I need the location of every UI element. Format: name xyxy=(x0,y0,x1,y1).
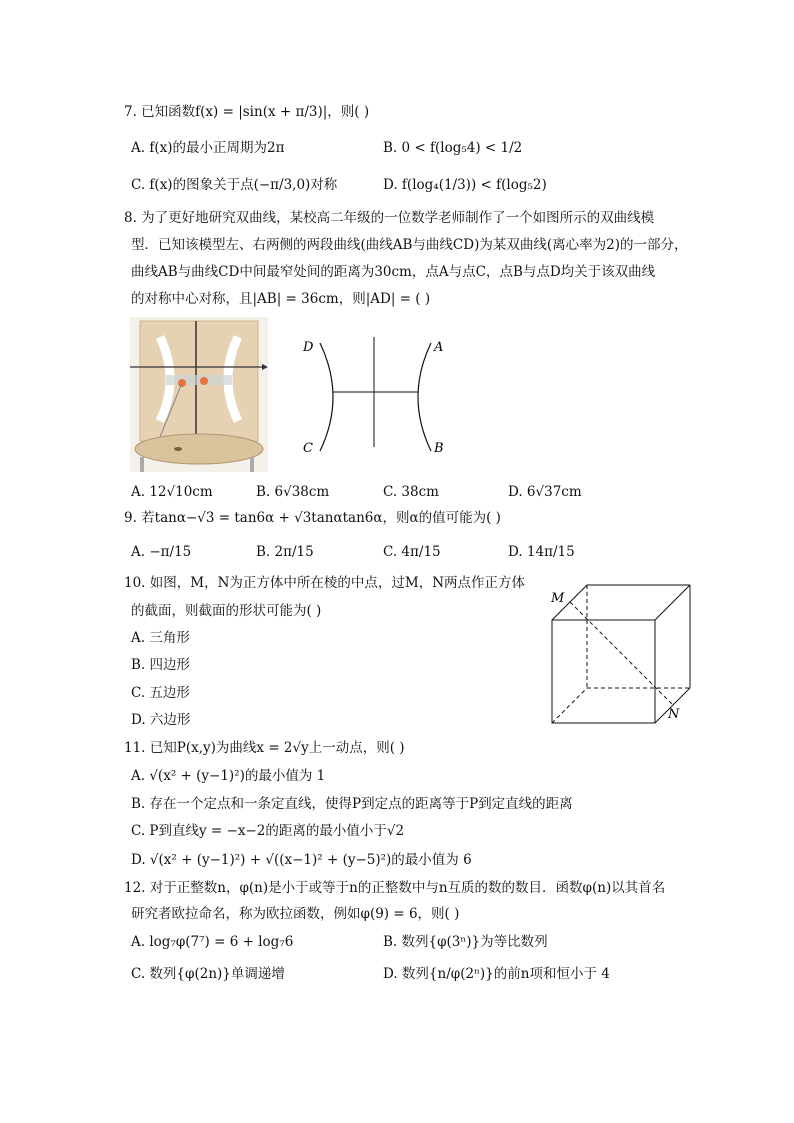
q9-option-c: C. 4π/15 xyxy=(383,544,441,560)
q11-option-a: A. √(x² + (y−1)²)的最小值为 1 xyxy=(131,768,326,784)
q7-option-d: D. f(log₄(1/3)) < f(log₅2) xyxy=(383,177,547,193)
q8-option-d: D. 6√37cm xyxy=(508,484,582,500)
hyperbola-model-photo xyxy=(130,317,268,472)
q8-option-b: B. 6√38cm xyxy=(256,484,330,500)
q11-stem: 11. 已知P(x,y)为曲线x = 2√y上一动点，则( ) xyxy=(124,740,405,756)
q12-stem-line2: 研究者欧拉命名，称为欧拉函数，例如φ(9) = 6，则( ) xyxy=(131,906,460,922)
label-d: D xyxy=(303,340,314,355)
q12-option-b: B. 数列{φ(3ⁿ)}为等比数列 xyxy=(383,934,548,950)
q8-stem-line1: 8. 为了更好地研究双曲线，某校高二年级的一位数学老师制作了一个如图所示的双曲线模 xyxy=(124,210,655,226)
label-n: N xyxy=(668,707,680,722)
q8-stem-line2: 型．已知该模型左、右两侧的两段曲线(曲线AB与曲线CD)为某双曲线(离心率为2)的一部分， xyxy=(131,237,688,253)
q7-option-b: B. 0 < f(log₅4) < 1/2 xyxy=(383,140,523,156)
q10-stem-line2: 的截面，则截面的形状可能为( ) xyxy=(131,603,322,619)
q12-option-c: C. 数列{φ(2n)}单调递增 xyxy=(131,966,285,982)
label-m: M xyxy=(551,591,565,606)
label-b: B xyxy=(434,441,444,456)
q7-option-a: A. f(x)的最小正周期为2π xyxy=(131,140,285,156)
q10-option-d: D. 六边形 xyxy=(131,712,191,728)
label-a: A xyxy=(434,340,444,355)
q10-option-a: A. 三角形 xyxy=(131,630,190,646)
q8-stem-line3: 曲线AB与曲线CD中间最窄处间的距离为30cm，点A与点C，点B与点D均关于该双曲线 xyxy=(131,264,656,280)
q12-option-d: D. 数列{n/φ(2ⁿ)}的前n项和恒小于 4 xyxy=(383,966,610,982)
hyperbola-diagram xyxy=(298,335,458,460)
q9-stem: 9. 若tanα−√3 = tan6α + √3tanαtan6α，则α的值可能为( ) xyxy=(124,510,501,526)
q9-option-a: A. −π/15 xyxy=(131,544,192,560)
q10-option-c: C. 五边形 xyxy=(131,685,190,701)
q11-option-d: D. √(x² + (y−1)²) + √((x−1)² + (y−5)²)的最小值为 6 xyxy=(131,852,472,868)
q7-stem: 7. 已知函数f(x) = |sin(x + π/3)|，则( ) xyxy=(124,104,370,120)
q10-stem-line1: 10. 如图，M，N为正方体中所在棱的中点，过M，N两点作正方体 xyxy=(124,575,526,591)
q9-option-b: B. 2π/15 xyxy=(256,544,314,560)
q8-option-c: C. 38cm xyxy=(383,484,439,500)
cube-diagram xyxy=(545,582,700,725)
q7-option-c: C. f(x)的图象关于点(−π/3,0)对称 xyxy=(131,177,338,193)
q11-option-b: B. 存在一个定点和一条定直线，使得P到定点的距离等于P到定直线的距离 xyxy=(131,796,573,812)
q10-option-b: B. 四边形 xyxy=(131,657,191,673)
q8-stem-line4: 的对称中心对称，且|AB| = 36cm，则|AD| = ( ) xyxy=(131,291,431,307)
q11-option-c: C. P到直线y = −x−2的距离的最小值小于√2 xyxy=(131,823,405,839)
q12-stem-line1: 12. 对于正整数n，φ(n)是小于或等于n的正整数中与n互质的数的数目．函数φ(n)以其首名 xyxy=(124,880,666,896)
q12-option-a: A. log₇φ(7⁷) = 6 + log₇6 xyxy=(131,934,294,950)
q8-option-a: A. 12√10cm xyxy=(131,484,213,500)
q9-option-d: D. 14π/15 xyxy=(508,544,575,560)
label-c: C xyxy=(303,441,313,456)
